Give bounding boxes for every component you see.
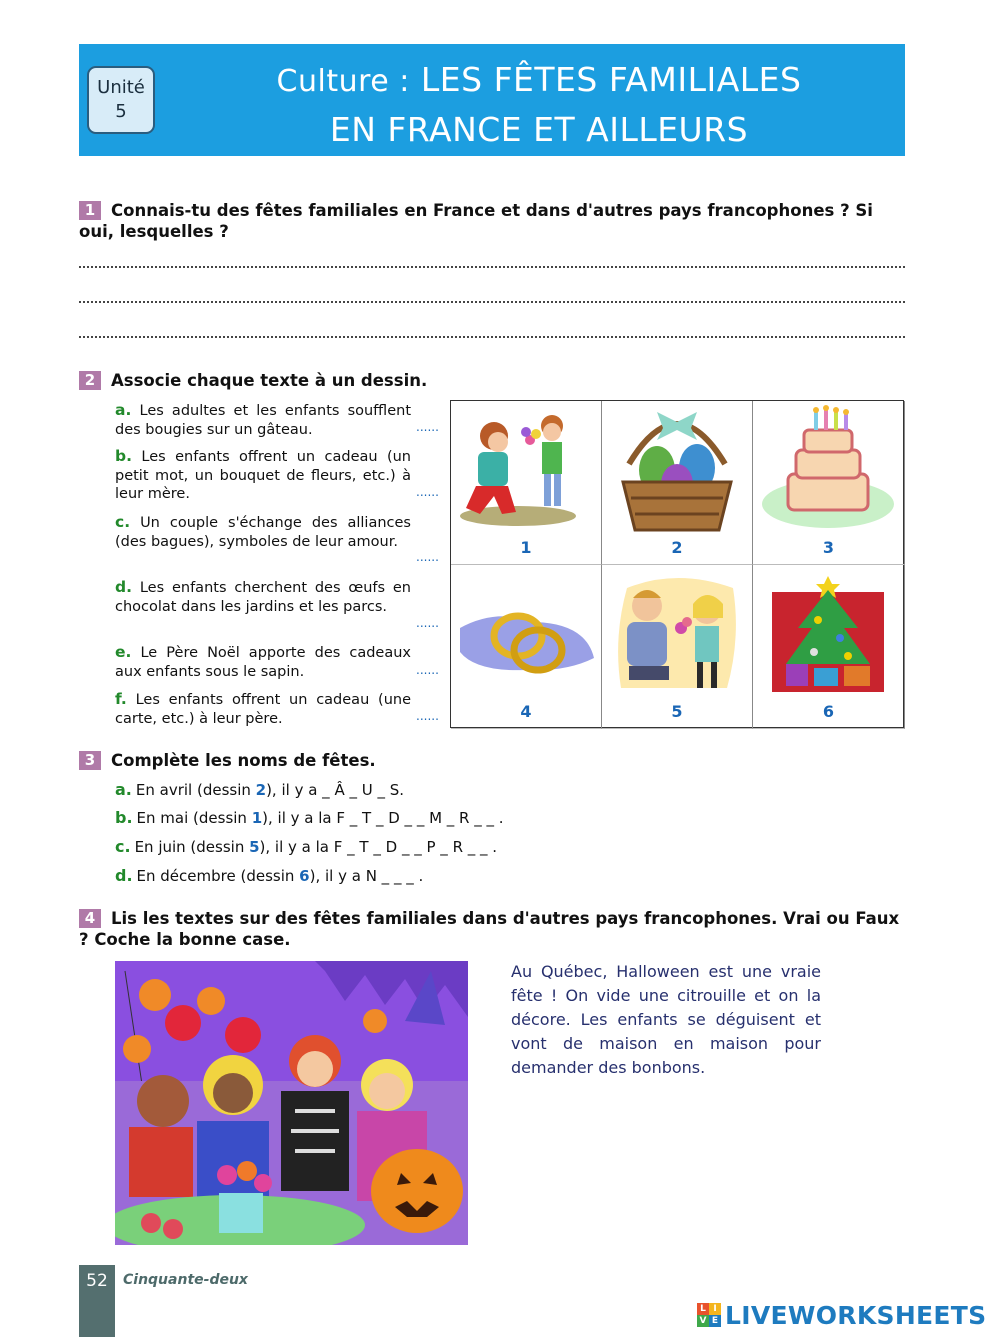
- logo-letter: V: [697, 1315, 709, 1327]
- answer-line-1[interactable]: [79, 266, 905, 268]
- match-item-d: [115, 578, 411, 616]
- item-text: Les enfants cherchent des œufs en chocolat dans les jardins et les parcs.: [115, 580, 411, 615]
- item-letter: e.: [115, 643, 132, 661]
- drawing-ref: 6: [299, 867, 310, 885]
- title-culture: Culture :: [276, 64, 410, 99]
- item-letter: b.: [115, 808, 133, 827]
- fill-text-post: ), il y a la F _ T _ D _ _ P _ R _ _ .: [259, 838, 498, 856]
- wedding-rings-illustration: [456, 568, 596, 696]
- item-text: Les enfants offrent un cadeau (une carte, etc.) à leur père.: [115, 692, 411, 727]
- picture-number: 1: [520, 538, 532, 557]
- question-3-text: Complète les noms de fêtes.: [111, 751, 376, 770]
- item-letter: d.: [115, 866, 133, 885]
- fill-text-post: ), il y a _ Â _ U _ S.: [266, 781, 405, 799]
- picture-number: 2: [671, 538, 683, 557]
- picture-4-wedding: [451, 565, 602, 729]
- question-1-heading: [79, 200, 905, 242]
- liveworksheets-brand: LIVEWORKSHEETS: [725, 1300, 987, 1330]
- fill-text-pre: En mai (dessin: [136, 809, 252, 827]
- fill-text-pre: En avril (dessin: [135, 781, 256, 799]
- page-number: 52: [79, 1265, 115, 1337]
- fill-line-a[interactable]: [115, 780, 404, 800]
- match-item-e: [115, 643, 411, 681]
- logo-letter: I: [709, 1303, 721, 1315]
- liveworksheets-logo: [697, 1299, 986, 1331]
- question-2-text: Associe chaque texte à un dessin.: [111, 371, 428, 390]
- question-4-text: Lis les textes sur des fêtes familiales dans d'autres pays francophones. Vrai ou Faux ? Coche la bonne case.: [79, 909, 900, 949]
- title-line1: LES FÊTES FAMILIALES: [420, 60, 802, 99]
- unit-label: Unité: [97, 77, 145, 98]
- fill-line-c[interactable]: [115, 837, 497, 857]
- match-item-c: [115, 513, 411, 551]
- picture-number: 4: [520, 702, 532, 721]
- logo-letter: L: [697, 1303, 709, 1315]
- question-number: 3: [79, 751, 101, 770]
- question-1-text: Connais-tu des fêtes familiales en France et dans d'autres pays francophones ? Si oui, lesquelles ?: [79, 201, 873, 241]
- match-item-a: [115, 401, 411, 439]
- question-number: 1: [79, 201, 101, 220]
- match-answer-e[interactable]: ......: [416, 663, 439, 677]
- fill-line-d[interactable]: [115, 866, 423, 886]
- quebec-halloween-text: Au Québec, Halloween est une vraie fête ! On vide une citrouille et on la décore. Les enfants se déguisent et vont de maison en maison pour demander des bonbons.: [511, 962, 821, 1077]
- logo-letter: E: [709, 1315, 721, 1327]
- match-item-b: [115, 447, 411, 504]
- liveworksheets-icon: [697, 1303, 721, 1327]
- picture-5-fathers-day: [602, 565, 753, 729]
- match-answer-b[interactable]: ......: [416, 485, 439, 499]
- picture-2-easter: [602, 401, 753, 565]
- title-line2: EN FRANCE ET AILLEURS: [329, 110, 749, 149]
- answer-line-3[interactable]: [79, 336, 905, 338]
- unit-header: [79, 44, 905, 156]
- picture-number: 3: [822, 538, 835, 557]
- item-letter: c.: [115, 837, 131, 856]
- answer-line-2[interactable]: [79, 301, 905, 303]
- item-text: Le Père Noël apporte des cadeaux aux enfants sous le sapin.: [115, 645, 411, 680]
- fill-text-pre: En juin (dessin: [134, 838, 250, 856]
- match-answer-f[interactable]: ......: [416, 709, 439, 723]
- picture-6-christmas: [753, 565, 905, 729]
- item-letter: b.: [115, 447, 132, 465]
- match-answer-c[interactable]: ......: [416, 550, 439, 564]
- picture-number: 5: [671, 702, 683, 721]
- picture-3-birthday: [753, 401, 905, 565]
- item-letter: a.: [115, 780, 132, 799]
- christmas-tree-illustration: [758, 568, 900, 696]
- fill-line-b[interactable]: [115, 808, 504, 828]
- page-number-words: Cinquante-deux: [123, 1272, 248, 1288]
- picture-1-mothers-day: [451, 401, 602, 565]
- fill-text-pre: En décembre (dessin: [136, 867, 300, 885]
- picture-number: 6: [822, 702, 835, 721]
- drawing-ref: 2: [255, 781, 267, 799]
- birthday-cake-illustration: [758, 404, 900, 532]
- question-4-heading: [79, 908, 905, 950]
- page-title: [189, 56, 889, 154]
- drawing-ref: 5: [249, 838, 260, 856]
- mother-child-flowers-illustration: [456, 404, 596, 532]
- item-letter: c.: [115, 513, 131, 531]
- question-2-heading: [79, 370, 427, 391]
- item-letter: d.: [115, 578, 132, 596]
- picture-grid: [450, 400, 904, 728]
- item-letter: a.: [115, 401, 132, 419]
- match-answer-d[interactable]: ......: [416, 616, 439, 630]
- match-answer-a[interactable]: ......: [416, 420, 439, 434]
- father-child-gift-illustration: [607, 568, 747, 696]
- item-text: Un couple s'échange des alliances (des bagues), symboles de leur amour.: [115, 515, 411, 550]
- match-item-f: [115, 690, 411, 728]
- fill-text-post: ), il y a la F _ T _ D _ _ M _ R _ _ .: [262, 809, 504, 827]
- unit-badge: [87, 66, 155, 134]
- drawing-ref: 1: [251, 809, 263, 827]
- unit-number: 5: [115, 101, 127, 122]
- item-letter: f.: [115, 690, 127, 708]
- easter-basket-illustration: [607, 404, 747, 532]
- item-text: Les enfants offrent un cadeau (un petit mot, un bouquet de fleurs, etc.) à leur mère.: [115, 449, 411, 502]
- question-3-heading: [79, 750, 376, 771]
- fill-text-post: ), il y a N _ _ _ .: [309, 867, 424, 885]
- question-number: 2: [79, 371, 101, 390]
- halloween-party-illustration: [115, 961, 468, 1245]
- question-number: 4: [79, 909, 101, 928]
- item-text: Les adultes et les enfants soufflent des bougies sur un gâteau.: [115, 403, 412, 438]
